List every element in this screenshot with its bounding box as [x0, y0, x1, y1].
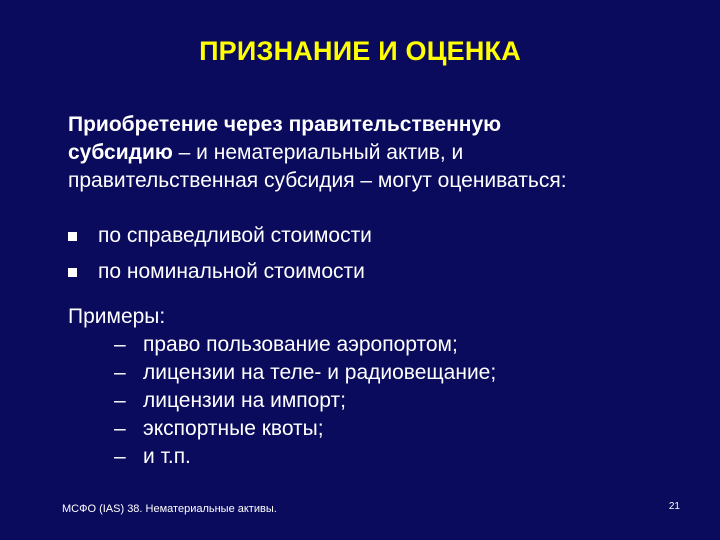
example-item — [68, 443, 668, 471]
bullet-text: по номинальной стоимости — [98, 260, 365, 283]
dash-marker: – — [114, 361, 126, 384]
example-text: лицензии на импорт; — [143, 389, 346, 412]
example-item — [68, 387, 668, 415]
footer-source: МСФО (IAS) 38. Нематериальные активы. — [62, 503, 277, 515]
intro-bold-part-2: субсидию — [68, 141, 173, 164]
example-text: лицензии на теле- и радиовещание; — [143, 361, 497, 384]
examples-list — [68, 331, 668, 471]
dash-marker: – — [114, 389, 126, 412]
dash-marker: – — [114, 333, 126, 356]
bullet-text: по справедливой стоимости — [98, 224, 372, 247]
intro-line-2 — [68, 139, 688, 167]
example-item — [68, 359, 668, 387]
example-text: и т.п. — [143, 445, 191, 468]
square-bullet-icon — [68, 232, 77, 241]
valuation-bullet-list — [68, 222, 668, 294]
page-number: 21 — [668, 501, 680, 512]
intro-bold-part-1: Приобретение через правительственную — [68, 113, 502, 136]
examples-block — [68, 303, 668, 471]
intro-line-3: правительственная субсидия – могут оцениваться: — [68, 169, 567, 192]
intro-paragraph — [68, 111, 688, 195]
example-text: право пользование аэропортом; — [143, 333, 458, 356]
intro-line-1 — [68, 111, 688, 139]
square-bullet-icon — [68, 268, 77, 277]
example-item — [68, 415, 668, 443]
bullet-item — [68, 222, 668, 258]
example-item — [68, 331, 668, 359]
dash-marker: – — [114, 417, 126, 440]
examples-heading: Примеры: — [68, 305, 166, 328]
dash-marker: – — [114, 445, 126, 468]
slide-title: ПРИЗНАНИЕ И ОЦЕНКА — [199, 36, 521, 66]
intro-rest-line-2: – и нематериальный актив, и — [172, 141, 464, 164]
bullet-item — [68, 258, 668, 294]
example-text: экспортные квоты; — [143, 417, 324, 440]
